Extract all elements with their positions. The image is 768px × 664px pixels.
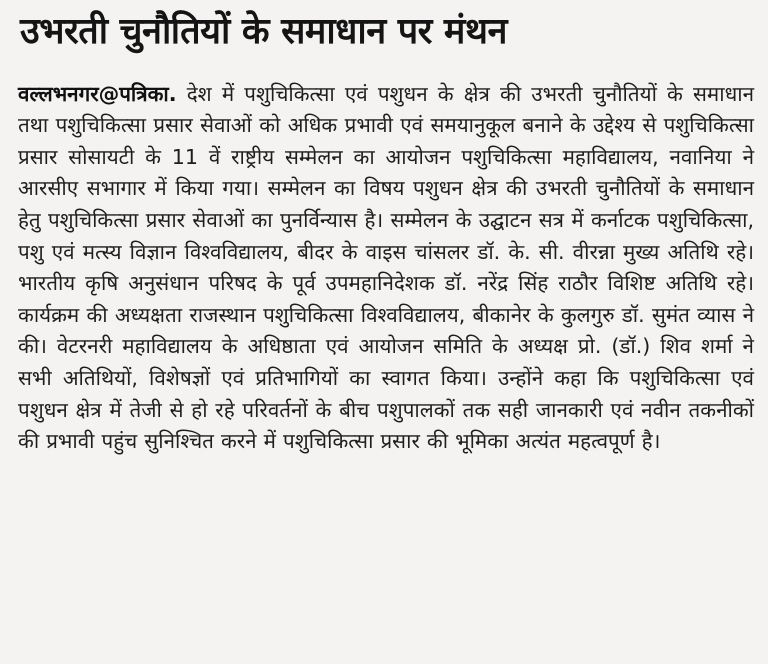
article-body-text: देश में पशुचिकित्सा एवं पशुधन के क्षेत्र की उभरती चुनौतियों के समाधान तथा पशुचिकित्सा प्रसार सेवाओं को अधिक प्रभावी एवं समयानुकूल बनाने के उद्देश्य से पशुचिकित्सा प्रसार सोसायटी के 11 वें राष्ट्रीय सम्मेलन का आयोजन पशुचिकित्सा महाविद्यालय, नवानिया ने आरसीए सभागार में किया गया। सम्मेलन का विषय पशुधन क्षेत्र की उभरती चुनौतियों के समाधान हेतु पशुचिकित्सा प्रसार सेवाओं का पुनर्विन्यास है। सम्मेलन के उद्घाटन सत्र में कर्नाटक पशुचिकित्सा, पशु एवं मत्स्य विज्ञान विश्वविद्यालय, बीदर के वाइस चांसलर डॉ. के. सी. वीरन्ना मुख्य अतिथि रहे। भारतीय कृषि अनुसंधान परिषद के पूर्व उपमहानिदेशक डॉ. नरेंद्र सिंह राठौर विशिष्ट अतिथि रहे। कार्यक्रम की अध्यक्षता राजस्थान पशुचिकित्सा विश्वविद्यालय, बीकानेर के कुलगुरु डॉ. सुमंत व्यास ने की। वेटरनरी महाविद्यालय के अधिष्ठाता एवं आयोजन समिति के अध्यक्ष प्रो. (डॉ.) शिव शर्मा ने सभी अतिथियों, विशेषज्ञों एवं प्रतिभागियों का स्वागत किया। उन्होंने कहा कि पशुचिकित्सा एवं पशुधन क्षेत्र में तेजी से हो रहे परिवर्तनों के बीच पशुपालकों तक सही जानकारी एवं नवीन तकनीकों की प्रभावी पहुंच सुनिश्चित करने में पशुचिकित्सा प्रसार की भूमिका अत्यंत महत्वपूर्ण है। — [18, 81, 755, 454]
article-headline: उभरती चुनौतियों के समाधान पर मंथन — [20, 11, 507, 52]
article-body-paragraph — [18, 79, 754, 458]
article-dateline: वल्लभनगर@पत्रिका. — [18, 81, 177, 106]
